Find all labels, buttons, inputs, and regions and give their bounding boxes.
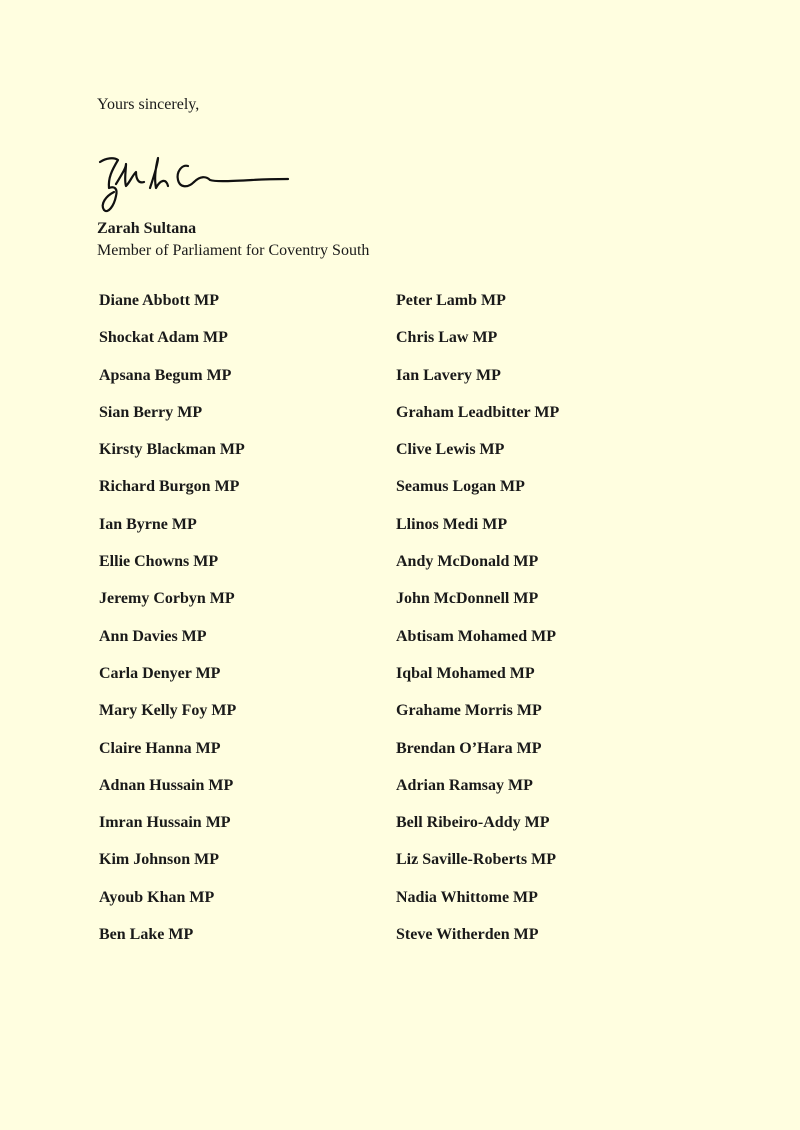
signatory-name: Chris Law MP (396, 329, 498, 347)
signatories-right-column (396, 291, 559, 962)
signer-title: Member of Parliament for Coventry South (97, 242, 370, 259)
signatory-name: Ann Davies MP (99, 627, 207, 645)
signatory-name: Jeremy Corbyn MP (99, 590, 235, 608)
signatory-name: Peter Lamb MP (396, 292, 506, 309)
signatory-name: Ayoub Khan MP (99, 888, 215, 906)
signatory-name: Clive Lewis MP (396, 441, 505, 459)
signatory-name: Diane Abbott MP (99, 292, 219, 309)
signatory-name: Claire Hanna MP (99, 739, 221, 757)
signatory-name: Steve Witherden MP (396, 926, 539, 944)
signatory-name: Sian Berry MP (99, 403, 203, 421)
signatory-name: Kirsty Blackman MP (99, 441, 245, 459)
signatory-name: Nadia Whittome MP (396, 888, 538, 906)
signer-name: Zarah Sultana (97, 220, 197, 237)
signatory-name: Kim Johnson MP (99, 851, 220, 869)
signatory-name: Seamus Logan MP (396, 478, 525, 496)
signatory-name: Abtisam Mohamed MP (396, 627, 556, 645)
letter-closing: Yours sincerely, (97, 96, 200, 113)
signatories-left-column (99, 291, 245, 962)
signatory-name: Ian Byrne MP (99, 515, 197, 533)
signatory-name: John McDonnell MP (396, 590, 539, 608)
signatory-name: Ben Lake MP (99, 926, 194, 944)
signatory-name: Bell Ribeiro-Addy MP (396, 814, 550, 832)
signatory-name: Mary Kelly Foy MP (99, 702, 237, 720)
signatory-name: Ellie Chowns MP (99, 553, 219, 571)
signatory-name: Iqbal Mohamed MP (396, 664, 535, 682)
signatory-name: Carla Denyer MP (99, 664, 221, 682)
signatory-name: Imran Hussain MP (99, 814, 231, 832)
signatory-name: Ian Lavery MP (396, 366, 501, 384)
signatory-name: Andy McDonald MP (396, 553, 539, 571)
signatory-name: Graham Leadbitter MP (396, 403, 560, 421)
handwritten-signature (92, 148, 297, 218)
signatory-name: Adrian Ramsay MP (396, 776, 533, 794)
signatory-name: Apsana Begum MP (99, 366, 232, 384)
signatory-name: Brendan O’Hara MP (396, 739, 542, 757)
signatory-name: Liz Saville-Roberts MP (396, 851, 556, 869)
signatory-name: Richard Burgon MP (99, 478, 240, 496)
signatory-name: Adnan Hussain MP (99, 776, 234, 794)
signatory-name: Llinos Medi MP (396, 515, 508, 533)
signatory-name: Grahame Morris MP (396, 702, 542, 720)
signatory-name: Shockat Adam MP (99, 329, 228, 347)
